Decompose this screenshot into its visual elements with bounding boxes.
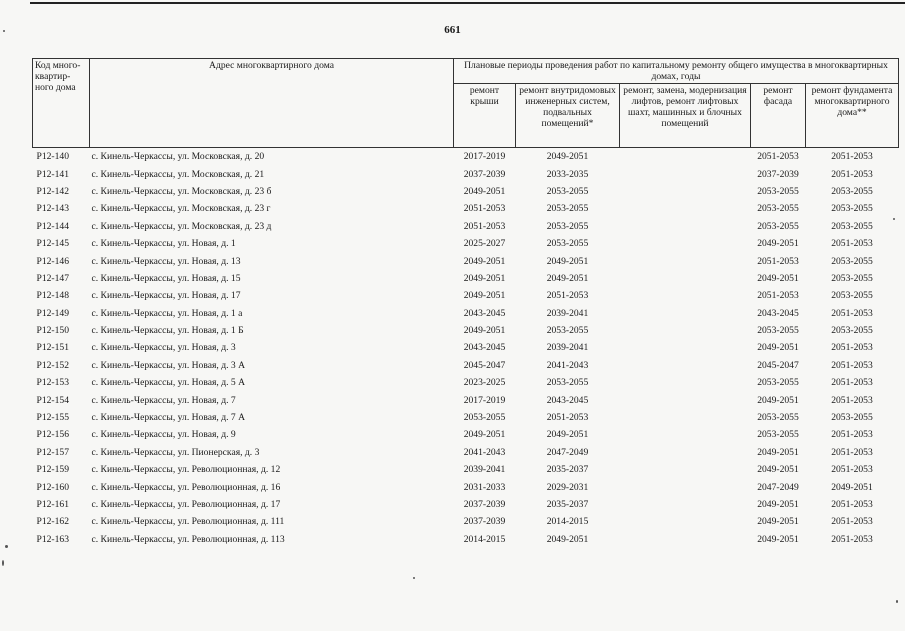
header-roof: ремонт крыши: [454, 84, 516, 148]
cell-foundation: 2053-2055: [831, 272, 873, 284]
cell-code: P12-147: [36, 272, 70, 284]
cell-systems: 2035-2037: [546, 464, 589, 476]
scan-speck: [3, 30, 5, 32]
cell-elevators: [620, 531, 751, 548]
cell-roof: 2045-2047: [463, 359, 506, 371]
cell-address: с. Кинель-Черкассы, ул. Московская, д. 23 г: [91, 203, 271, 215]
cell-elevators: [620, 218, 751, 235]
header-row-main: [33, 59, 899, 84]
cell-systems: 2014-2015: [546, 516, 589, 528]
scan-speck: [896, 600, 898, 603]
table-row: [33, 270, 899, 287]
cell-code: P12-163: [36, 533, 70, 545]
table-row: [33, 409, 899, 426]
cell-facade: 2049-2051: [757, 464, 799, 476]
cell-elevators: [620, 409, 751, 426]
cell-facade: 2053-2055: [757, 429, 799, 441]
cell-foundation: 2049-2051: [831, 481, 873, 493]
cell-systems: 2051-2053: [546, 412, 589, 424]
cell-address: с. Кинель-Черкассы, ул. Новая, д. 7: [91, 394, 236, 406]
cell-elevators: [620, 391, 751, 408]
cell-elevators: [620, 235, 751, 252]
cell-elevators: [620, 148, 751, 166]
scan-speck: [2, 560, 4, 566]
cell-address: с. Кинель-Черкассы, ул. Новая, д. 5 А: [91, 377, 246, 389]
cell-address: с. Кинель-Черкассы, ул. Новая, д. 3 А: [91, 359, 246, 371]
cell-systems: 2029-2031: [546, 481, 589, 493]
cell-code: P12-155: [36, 412, 70, 424]
cell-roof: 2017-2019: [463, 151, 506, 163]
cell-foundation: 2051-2053: [831, 307, 873, 319]
table-row: [33, 496, 899, 513]
cell-address: с. Кинель-Черкассы, ул. Новая, д. 15: [91, 272, 241, 284]
cell-roof: 2039-2041: [463, 464, 506, 476]
cell-facade: 2049-2051: [757, 446, 799, 458]
cell-foundation: 2053-2055: [831, 290, 873, 302]
page-number: 661: [444, 24, 461, 36]
cell-address: с. Кинель-Черкассы, ул. Революционная, д. 111: [91, 516, 285, 528]
cell-address: с. Кинель-Черкассы, ул. Новая, д. 1 а: [91, 307, 243, 319]
cell-foundation: 2051-2053: [831, 377, 873, 389]
table-row: [33, 357, 899, 374]
cell-foundation: 2051-2053: [831, 533, 873, 545]
table-row: [33, 165, 899, 182]
cell-facade: 2049-2051: [757, 499, 799, 510]
cell-code: P12-159: [36, 464, 70, 476]
cell-roof: 2037-2039: [463, 516, 506, 528]
cell-elevators: [620, 357, 751, 374]
cell-roof: 2049-2051: [463, 255, 506, 267]
cell-elevators: [620, 322, 751, 339]
cell-systems: 2043-2045: [546, 394, 589, 406]
cell-code: P12-146: [36, 255, 70, 267]
cell-address: с. Кинель-Черкассы, ул. Новая, д. 7 А: [91, 412, 246, 424]
cell-address: с. Кинель-Черкассы, ул. Новая, д. 1 Б: [91, 325, 244, 337]
cell-roof: 2051-2053: [463, 220, 506, 232]
cell-systems: 2049-2051: [546, 151, 589, 163]
cell-elevators: [620, 165, 751, 182]
cell-code: P12-151: [36, 342, 70, 354]
header-address: Адрес многоквартирного дома: [90, 59, 454, 148]
scan-speck: [413, 577, 415, 579]
header-elevators: ремонт, замена, модернизация лифтов, ремонт лифтовых шахт, машинных и блочных помещений: [620, 84, 751, 148]
cell-roof: 2037-2039: [463, 168, 506, 180]
cell-foundation: 2053-2055: [831, 325, 873, 337]
cell-address: с. Кинель-Черкассы, ул. Пионерская, д. 3: [91, 446, 260, 458]
cell-elevators: [620, 513, 751, 530]
cell-elevators: [620, 252, 751, 269]
cell-roof: 2051-2053: [463, 203, 506, 215]
cell-elevators: [620, 270, 751, 287]
table-row: [33, 478, 899, 495]
cell-systems: 2053-2055: [546, 377, 589, 389]
cell-systems: 2049-2051: [546, 429, 589, 441]
cell-systems: 2049-2051: [546, 272, 589, 284]
cell-facade: 2053-2055: [757, 220, 799, 232]
cell-systems: 2051-2053: [546, 290, 589, 302]
cell-address: с. Кинель-Черкассы, ул. Московская, д. 20: [91, 151, 265, 163]
cell-foundation: 2053-2055: [831, 412, 873, 424]
cell-systems: 2033-2035: [546, 168, 589, 180]
cell-code: P12-145: [36, 238, 70, 250]
cell-facade: 2049-2051: [757, 272, 799, 284]
cell-systems: 2053-2055: [546, 185, 589, 197]
cell-address: с. Кинель-Черкассы, ул. Московская, д. 21: [91, 168, 265, 180]
cell-roof: 2025-2027: [463, 238, 506, 250]
cell-foundation: 2051-2053: [831, 359, 873, 371]
table-row: [33, 339, 899, 356]
cell-facade: 2051-2053: [757, 290, 799, 302]
table-row: [33, 513, 899, 530]
cell-roof: 2049-2051: [463, 429, 506, 441]
cell-foundation: 2051-2053: [831, 429, 873, 441]
cell-code: P12-154: [36, 394, 70, 406]
scan-speck: [5, 545, 8, 548]
header-foundation: ремонт фундамента многоквартирного дома**: [806, 84, 899, 148]
cell-facade: 2043-2045: [757, 307, 799, 319]
cell-systems: 2039-2041: [546, 307, 589, 319]
cell-address: с. Кинель-Черкассы, ул. Новая, д. 1: [91, 238, 236, 250]
cell-code: P12-160: [36, 481, 70, 493]
cell-code: P12-150: [36, 325, 70, 337]
table-row: [33, 444, 899, 461]
cell-roof: 2041-2043: [463, 446, 506, 458]
cell-systems: 2053-2055: [546, 325, 589, 337]
cell-foundation: 2053-2055: [831, 203, 873, 215]
cell-facade: 2049-2051: [757, 238, 799, 250]
table-row: [33, 183, 899, 200]
cell-roof: 2031-2033: [463, 481, 506, 493]
cell-facade: 2051-2053: [757, 151, 799, 163]
cell-code: P12-149: [36, 307, 70, 319]
cell-roof: 2017-2019: [463, 394, 506, 406]
table-row: [33, 461, 899, 478]
cell-facade: 2053-2055: [757, 185, 799, 197]
cell-code: P12-157: [36, 446, 70, 458]
cell-address: с. Кинель-Черкассы, ул. Революционная, д. 16: [91, 481, 281, 493]
cell-code: P12-141: [36, 168, 70, 180]
cell-systems: 2053-2055: [546, 203, 589, 215]
cell-facade: 2049-2051: [757, 342, 799, 354]
cell-code: P12-156: [36, 429, 70, 441]
cell-code: P12-152: [36, 359, 70, 371]
cell-foundation: 2053-2055: [831, 255, 873, 267]
cell-address: с. Кинель-Черкассы, ул. Московская, д. 23 б: [91, 185, 272, 197]
table-row: [33, 218, 899, 235]
cell-address: с. Кинель-Черкассы, ул. Революционная, д. 17: [91, 499, 281, 510]
cell-code: P12-142: [36, 185, 70, 197]
cell-roof: 2037-2039: [463, 499, 506, 510]
cell-foundation: 2053-2055: [831, 185, 873, 197]
cell-elevators: [620, 461, 751, 478]
cell-facade: 2053-2055: [757, 412, 799, 424]
cell-elevators: [620, 200, 751, 217]
cell-foundation: 2053-2055: [831, 220, 873, 232]
header-facade: ремонт фасада: [751, 84, 806, 148]
cell-systems: 2035-2037: [546, 499, 589, 510]
cell-roof: 2053-2055: [463, 412, 506, 424]
table-row: [33, 374, 899, 391]
table-row: [33, 235, 899, 252]
table-row: [33, 287, 899, 304]
cell-roof: 2043-2045: [463, 307, 506, 319]
cell-elevators: [620, 478, 751, 495]
cell-facade: 2051-2053: [757, 255, 799, 267]
cell-roof: 2049-2051: [463, 185, 506, 197]
cell-foundation: 2051-2053: [831, 168, 873, 180]
cell-facade: 2045-2047: [757, 359, 799, 371]
repair-schedule-table: [32, 58, 899, 548]
cell-foundation: 2051-2053: [831, 499, 873, 510]
header-systems: ремонт внутридомовых инженерных систем, подвальных помещений*: [516, 84, 620, 148]
cell-roof: 2043-2045: [463, 342, 506, 354]
cell-code: P12-153: [36, 377, 70, 389]
cell-facade: 2049-2051: [757, 516, 799, 528]
cell-elevators: [620, 339, 751, 356]
cell-facade: 2047-2049: [757, 481, 799, 493]
cell-roof: 2014-2015: [463, 533, 506, 545]
cell-elevators: [620, 496, 751, 513]
cell-foundation: 2051-2053: [831, 446, 873, 458]
cell-address: с. Кинель-Черкассы, ул. Новая, д. 13: [91, 255, 241, 267]
page-top-rule: [30, 2, 905, 4]
cell-facade: 2049-2051: [757, 394, 799, 406]
cell-systems: 2053-2055: [546, 220, 589, 232]
cell-elevators: [620, 183, 751, 200]
cell-elevators: [620, 426, 751, 443]
cell-address: с. Кинель-Черкассы, ул. Революционная, д. 12: [91, 464, 281, 476]
header-periods: Плановые периоды проведения работ по капитальному ремонту общего имущества в многоквартирных домах, годы: [454, 59, 899, 84]
cell-foundation: 2051-2053: [831, 342, 873, 354]
cell-elevators: [620, 374, 751, 391]
cell-systems: 2053-2055: [546, 238, 589, 250]
cell-facade: 2053-2055: [757, 203, 799, 215]
header-code: Код много-квартир-ного дома: [33, 59, 90, 148]
cell-foundation: 2051-2053: [831, 238, 873, 250]
cell-roof: 2049-2051: [463, 325, 506, 337]
cell-systems: 2047-2049: [546, 446, 589, 458]
cell-elevators: [620, 444, 751, 461]
cell-elevators: [620, 305, 751, 322]
cell-facade: 2037-2039: [757, 168, 799, 180]
cell-systems: 2049-2051: [546, 533, 589, 545]
cell-code: P12-162: [36, 516, 70, 528]
cell-code: P12-148: [36, 290, 70, 302]
table-row: [33, 305, 899, 322]
table-row: [33, 322, 899, 339]
cell-address: с. Кинель-Черкассы, ул. Новая, д. 9: [91, 429, 236, 441]
table-row: [33, 391, 899, 408]
cell-code: P12-161: [36, 499, 70, 510]
cell-facade: 2053-2055: [757, 325, 799, 337]
cell-roof: 2049-2051: [463, 290, 506, 302]
table-row: [33, 200, 899, 217]
cell-roof: 2023-2025: [463, 377, 506, 389]
cell-foundation: 2051-2053: [831, 151, 873, 163]
cell-code: P12-143: [36, 203, 70, 215]
cell-facade: 2053-2055: [757, 377, 799, 389]
cell-address: с. Кинель-Черкассы, ул. Новая, д. 17: [91, 290, 241, 302]
cell-systems: 2041-2043: [546, 359, 589, 371]
cell-roof: 2049-2051: [463, 272, 506, 284]
scan-speck: [893, 218, 895, 220]
cell-systems: 2039-2041: [546, 342, 589, 354]
cell-facade: 2049-2051: [757, 533, 799, 545]
cell-code: P12-144: [36, 220, 70, 232]
cell-address: с. Кинель-Черкассы, ул. Московская, д. 23 д: [91, 220, 272, 232]
cell-systems: 2049-2051: [546, 255, 589, 267]
cell-foundation: 2051-2053: [831, 464, 873, 476]
cell-code: P12-140: [36, 151, 70, 163]
cell-elevators: [620, 287, 751, 304]
table-row: [33, 252, 899, 269]
table-row: [33, 148, 899, 166]
cell-address: с. Кинель-Черкассы, ул. Революционная, д. 113: [91, 533, 285, 545]
cell-address: с. Кинель-Черкассы, ул. Новая, д. 3: [91, 342, 236, 354]
cell-foundation: 2051-2053: [831, 516, 873, 528]
table-body: [33, 148, 899, 548]
cell-foundation: 2051-2053: [831, 394, 873, 406]
table-row: [33, 531, 899, 548]
table-row: [33, 426, 899, 443]
